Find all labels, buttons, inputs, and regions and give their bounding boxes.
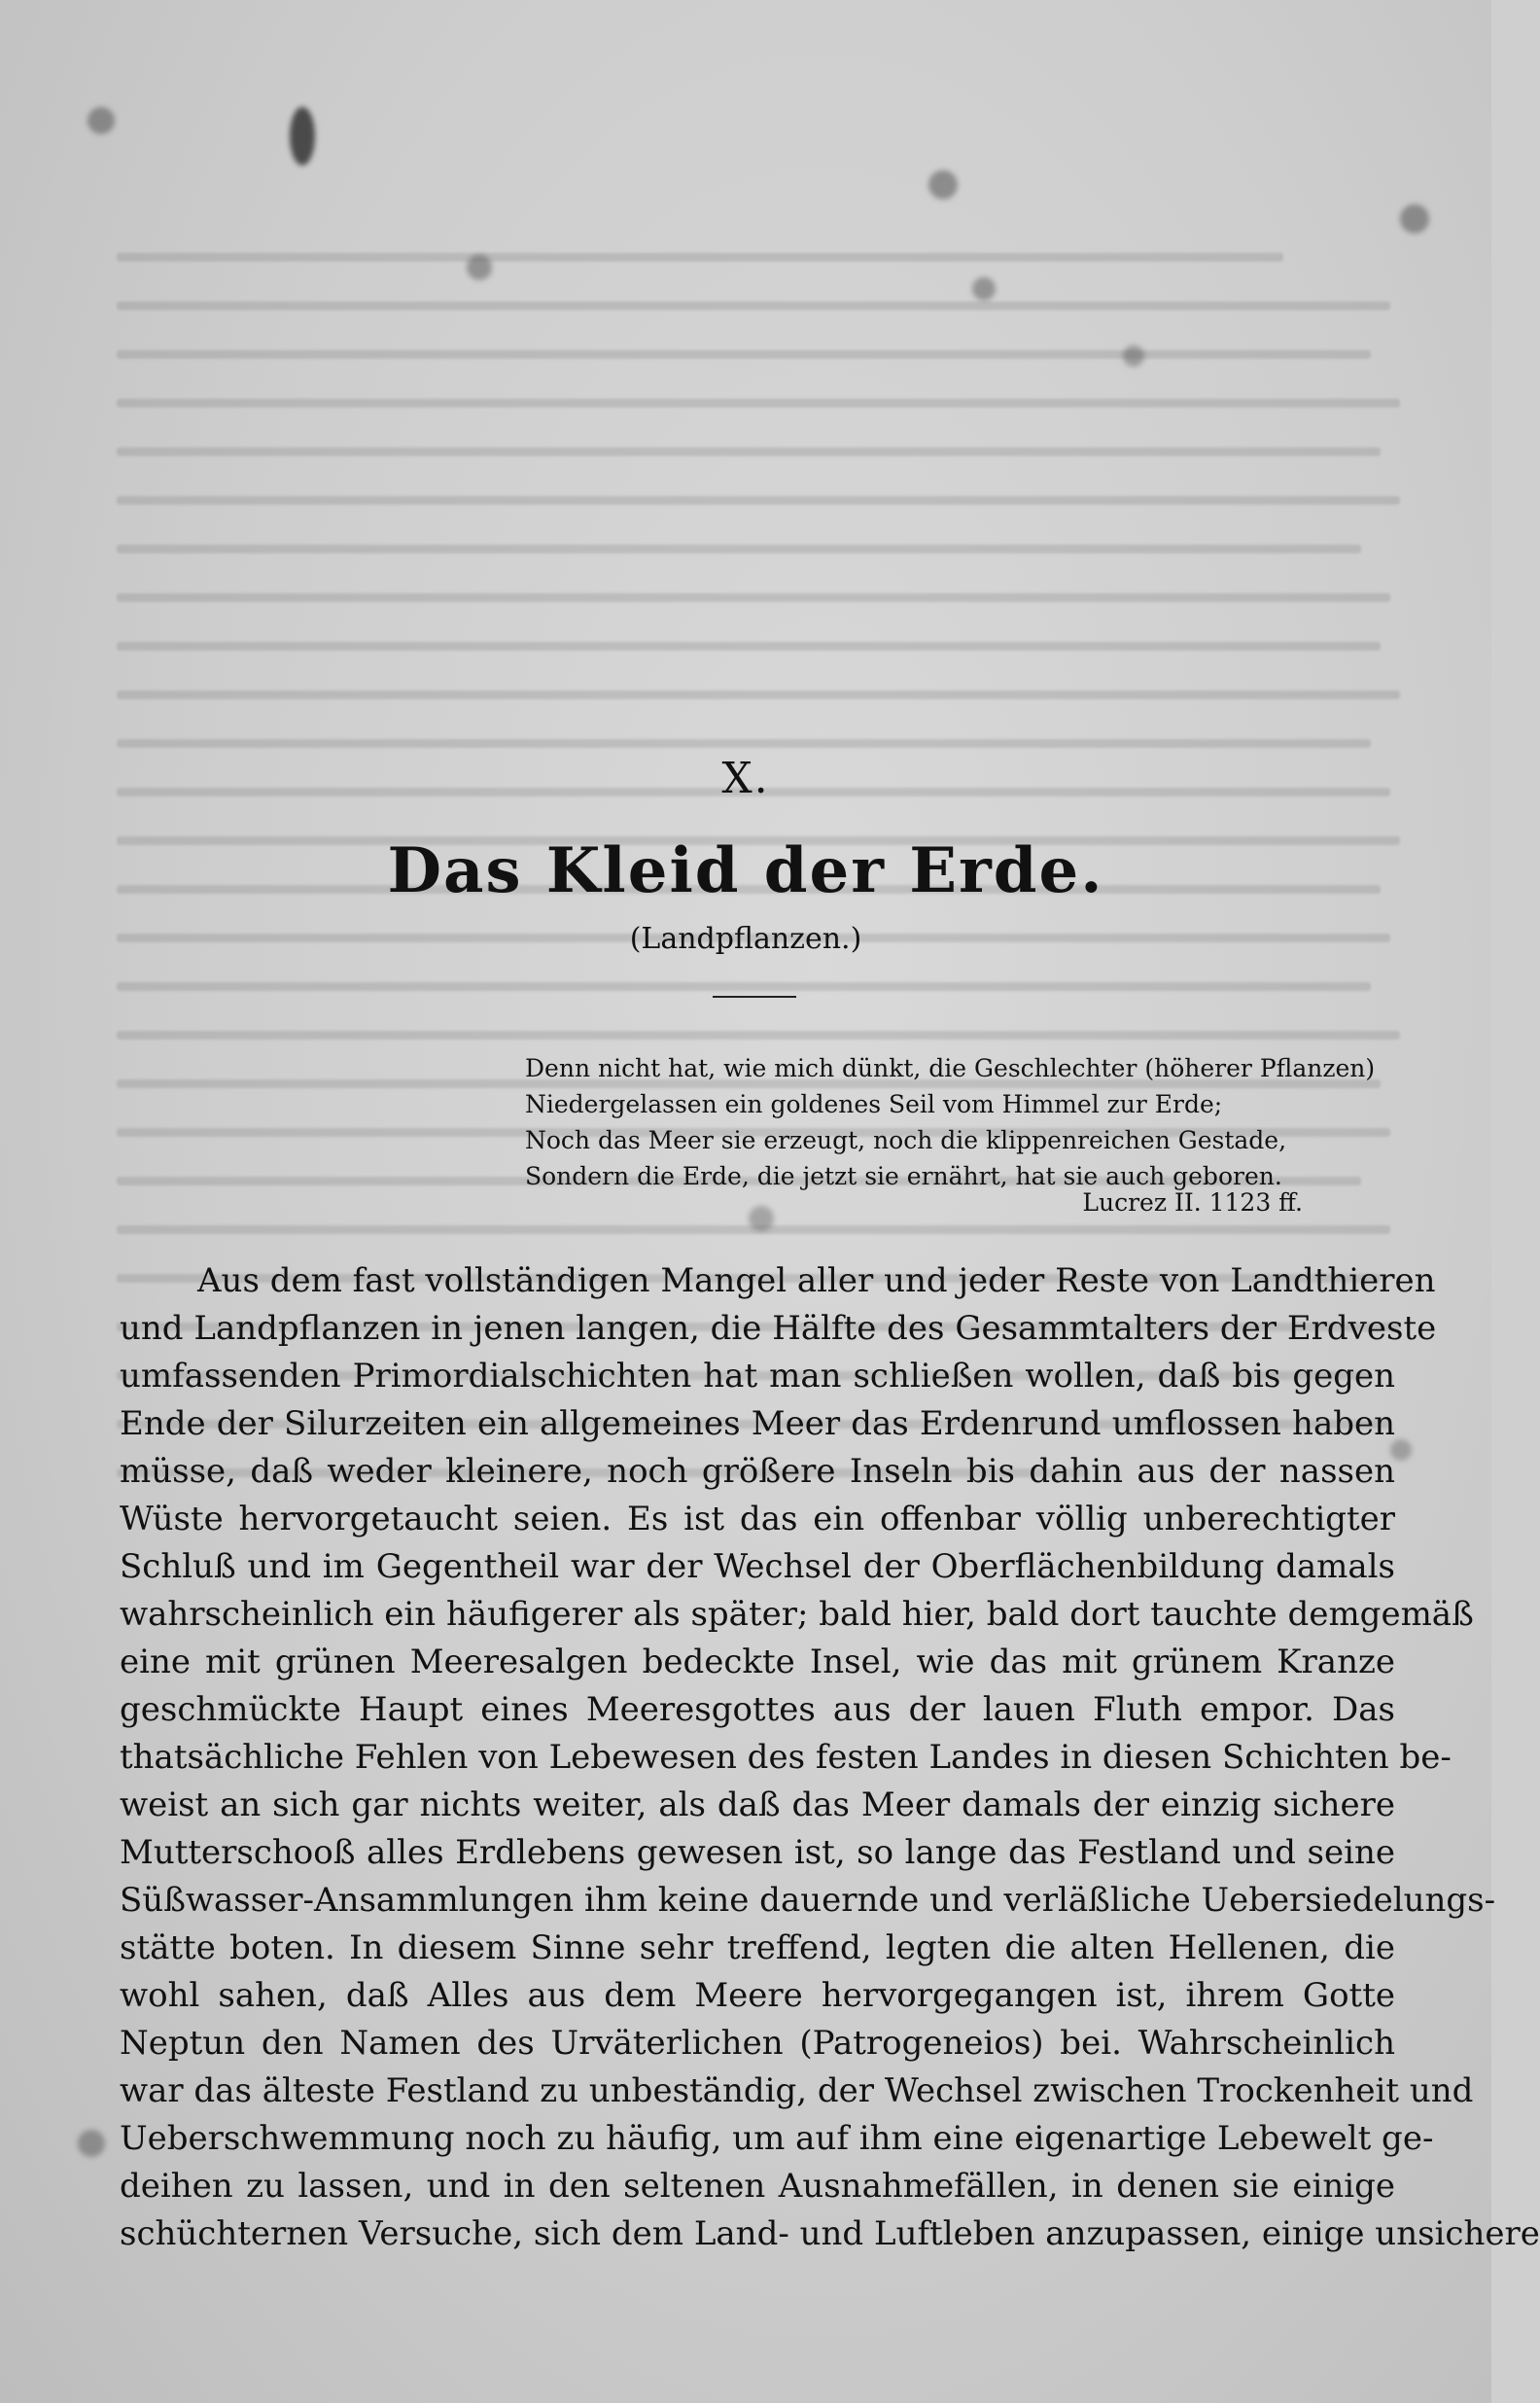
dust-spot (749, 1206, 774, 1231)
bleed-line (117, 496, 1400, 505)
dust-spot (1400, 204, 1429, 233)
epigraph-attribution: Lucrez II. 1123 ff. (1082, 1188, 1303, 1217)
bleed-line (117, 982, 1371, 991)
body-line: müsse, daß weder kleinere, noch größere Inseln bis dahin aus der nassen (120, 1452, 1395, 1491)
bleed-line (117, 253, 1283, 262)
dust-spot (972, 277, 996, 300)
body-line: stätte boten. In diesem Sinne sehr treffend, legten die alten Hellenen, die (120, 1928, 1395, 1967)
chapter-title: Das Kleid der Erde. (387, 834, 1104, 907)
bleed-line (117, 642, 1381, 651)
bleed-line (117, 593, 1390, 602)
bleed-line (117, 399, 1400, 407)
body-line: Süßwasser-Ansammlungen ihm keine dauernde und verläßliche Uebersiedelungs- (120, 1881, 1496, 1920)
dust-spot (467, 255, 492, 280)
dust-spot (88, 107, 115, 134)
bleed-line (117, 545, 1361, 553)
body-line: Neptun den Namen des Urväterlichen (Patrogeneios) bei. Wahrscheinlich (120, 2024, 1395, 2063)
body-line: Ende der Silurzeiten ein allgemeines Meer das Erdenrund umflossen haben (120, 1404, 1395, 1443)
bleed-line (117, 1031, 1400, 1040)
epigraph-line: Sondern die Erde, die jetzt sie ernährt, hat sie auch geboren. (525, 1162, 1282, 1190)
body-line: Mutterschooß alles Erdlebens gewesen ist, so lange das Festland und seine (120, 1833, 1395, 1872)
body-line: weist an sich gar nichts weiter, als daß das Meer damals der einzig sichere (120, 1785, 1395, 1824)
dust-spot (1123, 345, 1144, 367)
body-line: geschmückte Haupt eines Meeresgottes aus der lauen Fluth empor. Das (120, 1690, 1395, 1729)
body-line: thatsächliche Fehlen von Lebewesen des festen Landes in diesen Schichten be- (120, 1738, 1452, 1777)
body-line: Aus dem fast vollständigen Mangel aller und jeder Reste von Landthieren (197, 1261, 1436, 1300)
body-line: Schluß und im Gegentheil war der Wechsel der Oberflächenbildung damals (120, 1547, 1395, 1586)
body-line: umfassenden Primordialschichten hat man schließen wollen, daß bis gegen (120, 1357, 1395, 1396)
body-line: Wüste hervorgetaucht seien. Es ist das ein offenbar völlig unberechtigter (120, 1500, 1395, 1538)
body-line: schüchternen Versuche, sich dem Land- und Luftleben anzupassen, einige unsichere (120, 2214, 1540, 2253)
body-line: wahrscheinlich ein häufigerer als später; bald hier, bald dort tauchte demgemäß (120, 1595, 1474, 1634)
epigraph-line: Noch das Meer sie erzeugt, noch die klippenreichen Gestade, (525, 1126, 1287, 1154)
epigraph (525, 1050, 1376, 1194)
bleed-line (117, 301, 1390, 310)
dust-spot (78, 2130, 105, 2157)
bleed-line (117, 350, 1371, 359)
bleed-line (117, 739, 1371, 748)
dust-spot (290, 107, 315, 165)
section-rule (713, 996, 796, 998)
dust-spot (928, 170, 958, 199)
body-line: und Landpflanzen in jenen langen, die Hälfte des Gesammtalters der Erdveste (120, 1309, 1437, 1348)
chapter-number: X. (721, 754, 770, 803)
bleed-line (117, 447, 1381, 456)
body-paragraph (120, 1257, 1540, 2258)
body-line: Ueberschwemmung noch zu häufig, um auf ihm eine eigenartige Lebewelt ge- (120, 2119, 1434, 2158)
body-line: war das älteste Festland zu unbeständig, der Wechsel zwischen Trockenheit und (120, 2071, 1474, 2110)
body-line: wohl sahen, daß Alles aus dem Meere hervorgegangen ist, ihrem Gotte (120, 1976, 1395, 2015)
bleed-line (117, 690, 1400, 699)
chapter-subtitle: (Landpflanzen.) (629, 922, 862, 956)
body-line: eine mit grünen Meeresalgen bedeckte Insel, wie das mit grünem Kranze (120, 1643, 1395, 1681)
body-line: deihen zu lassen, und in den seltenen Ausnahmefällen, in denen sie einige (120, 2167, 1395, 2206)
epigraph-line: Denn nicht hat, wie mich dünkt, die Geschlechter (höherer Pflanzen) (525, 1054, 1376, 1082)
epigraph-line: Niedergelassen ein goldenes Seil vom Himmel zur Erde; (525, 1090, 1223, 1118)
